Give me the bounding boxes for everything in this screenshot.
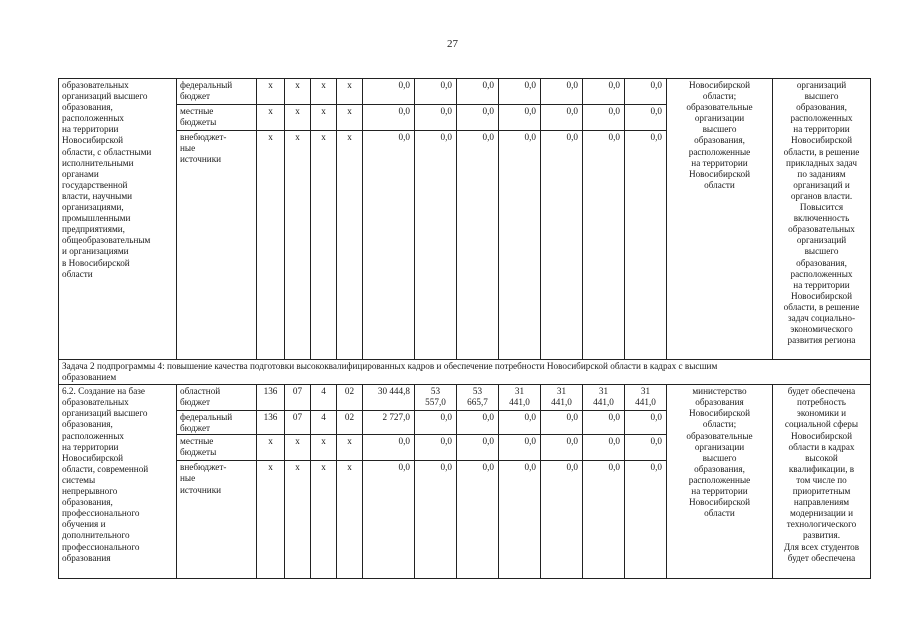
article-code-cell: x	[337, 105, 363, 131]
amount-cell: 0,0	[583, 411, 625, 435]
amount-cell: 0,0	[415, 435, 457, 461]
amount-cell: 53 665,7	[457, 385, 499, 411]
amount-cell: 0,0	[363, 79, 415, 105]
subsection-code-cell: 4	[311, 385, 337, 411]
section-code-cell: x	[285, 79, 311, 105]
amount-cell: 0,0	[363, 105, 415, 131]
amount-cell: 31 441,0	[499, 385, 541, 411]
amount-cell: 0,0	[499, 435, 541, 461]
amount-cell: 0,0	[457, 131, 499, 360]
section-code-cell: x	[285, 131, 311, 360]
amount-cell: 0,0	[541, 105, 583, 131]
funding-source-cell: федеральный бюджет	[177, 411, 257, 435]
amount-cell: 0,0	[457, 411, 499, 435]
amount-cell: 0,0	[541, 435, 583, 461]
grbs-code-cell: x	[257, 79, 285, 105]
amount-cell: 0,0	[363, 461, 415, 579]
amount-cell: 0,0	[499, 105, 541, 131]
amount-cell: 0,0	[541, 131, 583, 360]
expected-result-cell: будет обеспечена потребность экономики и социальной сферы Новосибирской области в кадрах высокой квалификации, в том числе по приоритетным направлениям модернизации и технологического развития. Для всех студентов будет обеспечена	[773, 385, 871, 579]
amount-cell: 0,0	[625, 461, 667, 579]
amount-cell: 0,0	[415, 461, 457, 579]
section-code-cell: x	[285, 105, 311, 131]
amount-cell: 53 557,0	[415, 385, 457, 411]
amount-cell: 0,0	[457, 461, 499, 579]
subsection-code-cell: 4	[311, 411, 337, 435]
grbs-code-cell: x	[257, 435, 285, 461]
amount-cell: 0,0	[499, 79, 541, 105]
amount-cell: 0,0	[499, 411, 541, 435]
subsection-code-cell: x	[311, 435, 337, 461]
article-code-cell: x	[337, 79, 363, 105]
amount-cell: 0,0	[625, 79, 667, 105]
measure-name-cell: 6.2. Создание на базе образовательных организаций высшего образования, расположенных на территории Новосибирской области, современной системы непрерывного образования, профессионального обучения и дополнительного профессионального образования	[59, 385, 177, 579]
amount-cell: 0,0	[499, 461, 541, 579]
amount-cell: 0,0	[415, 411, 457, 435]
subsection-code-cell: x	[311, 461, 337, 579]
measure-name-cell: образовательных организаций высшего образования, расположенных на территории Новосибирской области, с областными исполнительными органами государственной власти, научными организациями, промышленными предприятиями, общеобразовательным и организациями в Новосибирской области	[59, 79, 177, 360]
amount-cell: 0,0	[625, 435, 667, 461]
amount-cell: 0,0	[625, 411, 667, 435]
executor-cell: министерство образования Новосибирской области; образовательные организации высшего образования, расположенные на территории Новосибирской области	[667, 385, 773, 579]
article-code-cell: x	[337, 461, 363, 579]
amount-cell: 0,0	[541, 411, 583, 435]
expected-result-cell: организаций высшего образования, расположенных на территории Новосибирской области, в решение прикладных задач по заданиям организаций и органов власти. Повысится включенность образовательных организаций высшего образования, расположенных на территории Новосибирской области, в решение задач социально- экономического развития региона	[773, 79, 871, 360]
article-code-cell: x	[337, 435, 363, 461]
grbs-code-cell: x	[257, 105, 285, 131]
amount-cell: 0,0	[457, 105, 499, 131]
subsection-code-cell: x	[311, 105, 337, 131]
funding-source-cell: внебюджет- ные источники	[177, 131, 257, 360]
section-code-cell: x	[285, 461, 311, 579]
amount-cell: 0,0	[583, 461, 625, 579]
amount-cell: 0,0	[625, 131, 667, 360]
executor-cell: Новосибирской области; образовательные организации высшего образования, расположенные на территории Новосибирской области	[667, 79, 773, 360]
section-code-cell: x	[285, 435, 311, 461]
section-code-cell: 07	[285, 385, 311, 411]
amount-cell: 0,0	[583, 435, 625, 461]
amount-cell: 0,0	[541, 461, 583, 579]
amount-cell: 0,0	[457, 79, 499, 105]
task-row	[59, 360, 871, 385]
amount-cell: 0,0	[415, 79, 457, 105]
amount-cell: 31 441,0	[541, 385, 583, 411]
amount-cell: 30 444,8	[363, 385, 415, 411]
amount-cell: 0,0	[415, 131, 457, 360]
section-code-cell: 07	[285, 411, 311, 435]
grbs-code-cell: x	[257, 461, 285, 579]
funding-source-cell: федеральный бюджет	[177, 79, 257, 105]
subsection-code-cell: x	[311, 79, 337, 105]
amount-cell: 0,0	[457, 435, 499, 461]
amount-cell: 0,0	[541, 79, 583, 105]
program-table	[58, 78, 871, 579]
amount-cell: 0,0	[499, 131, 541, 360]
table-row	[59, 79, 871, 105]
amount-cell: 0,0	[415, 105, 457, 131]
funding-source-cell: областной бюджет	[177, 385, 257, 411]
article-code-cell: 02	[337, 385, 363, 411]
task-heading: Задача 2 подпрограммы 4: повышение качества подготовки высококвалифицированных кадров и обеспечение потребности Новосибирской области в кадрах с высшим образованием	[59, 360, 871, 385]
amount-cell: 0,0	[583, 105, 625, 131]
article-code-cell: x	[337, 131, 363, 360]
subsection-code-cell: x	[311, 131, 337, 360]
amount-cell: 31 441,0	[583, 385, 625, 411]
amount-cell: 0,0	[363, 131, 415, 360]
article-code-cell: 02	[337, 411, 363, 435]
grbs-code-cell: 136	[257, 411, 285, 435]
amount-cell: 31 441,0	[625, 385, 667, 411]
amount-cell: 0,0	[583, 79, 625, 105]
funding-source-cell: внебюджет- ные источники	[177, 461, 257, 579]
grbs-code-cell: 136	[257, 385, 285, 411]
grbs-code-cell: x	[257, 131, 285, 360]
funding-source-cell: местные бюджеты	[177, 105, 257, 131]
table-row	[59, 385, 871, 411]
amount-cell: 0,0	[363, 435, 415, 461]
amount-cell: 0,0	[583, 131, 625, 360]
page-number: 27	[447, 38, 458, 50]
amount-cell: 0,0	[625, 105, 667, 131]
amount-cell: 2 727,0	[363, 411, 415, 435]
funding-source-cell: местные бюджеты	[177, 435, 257, 461]
